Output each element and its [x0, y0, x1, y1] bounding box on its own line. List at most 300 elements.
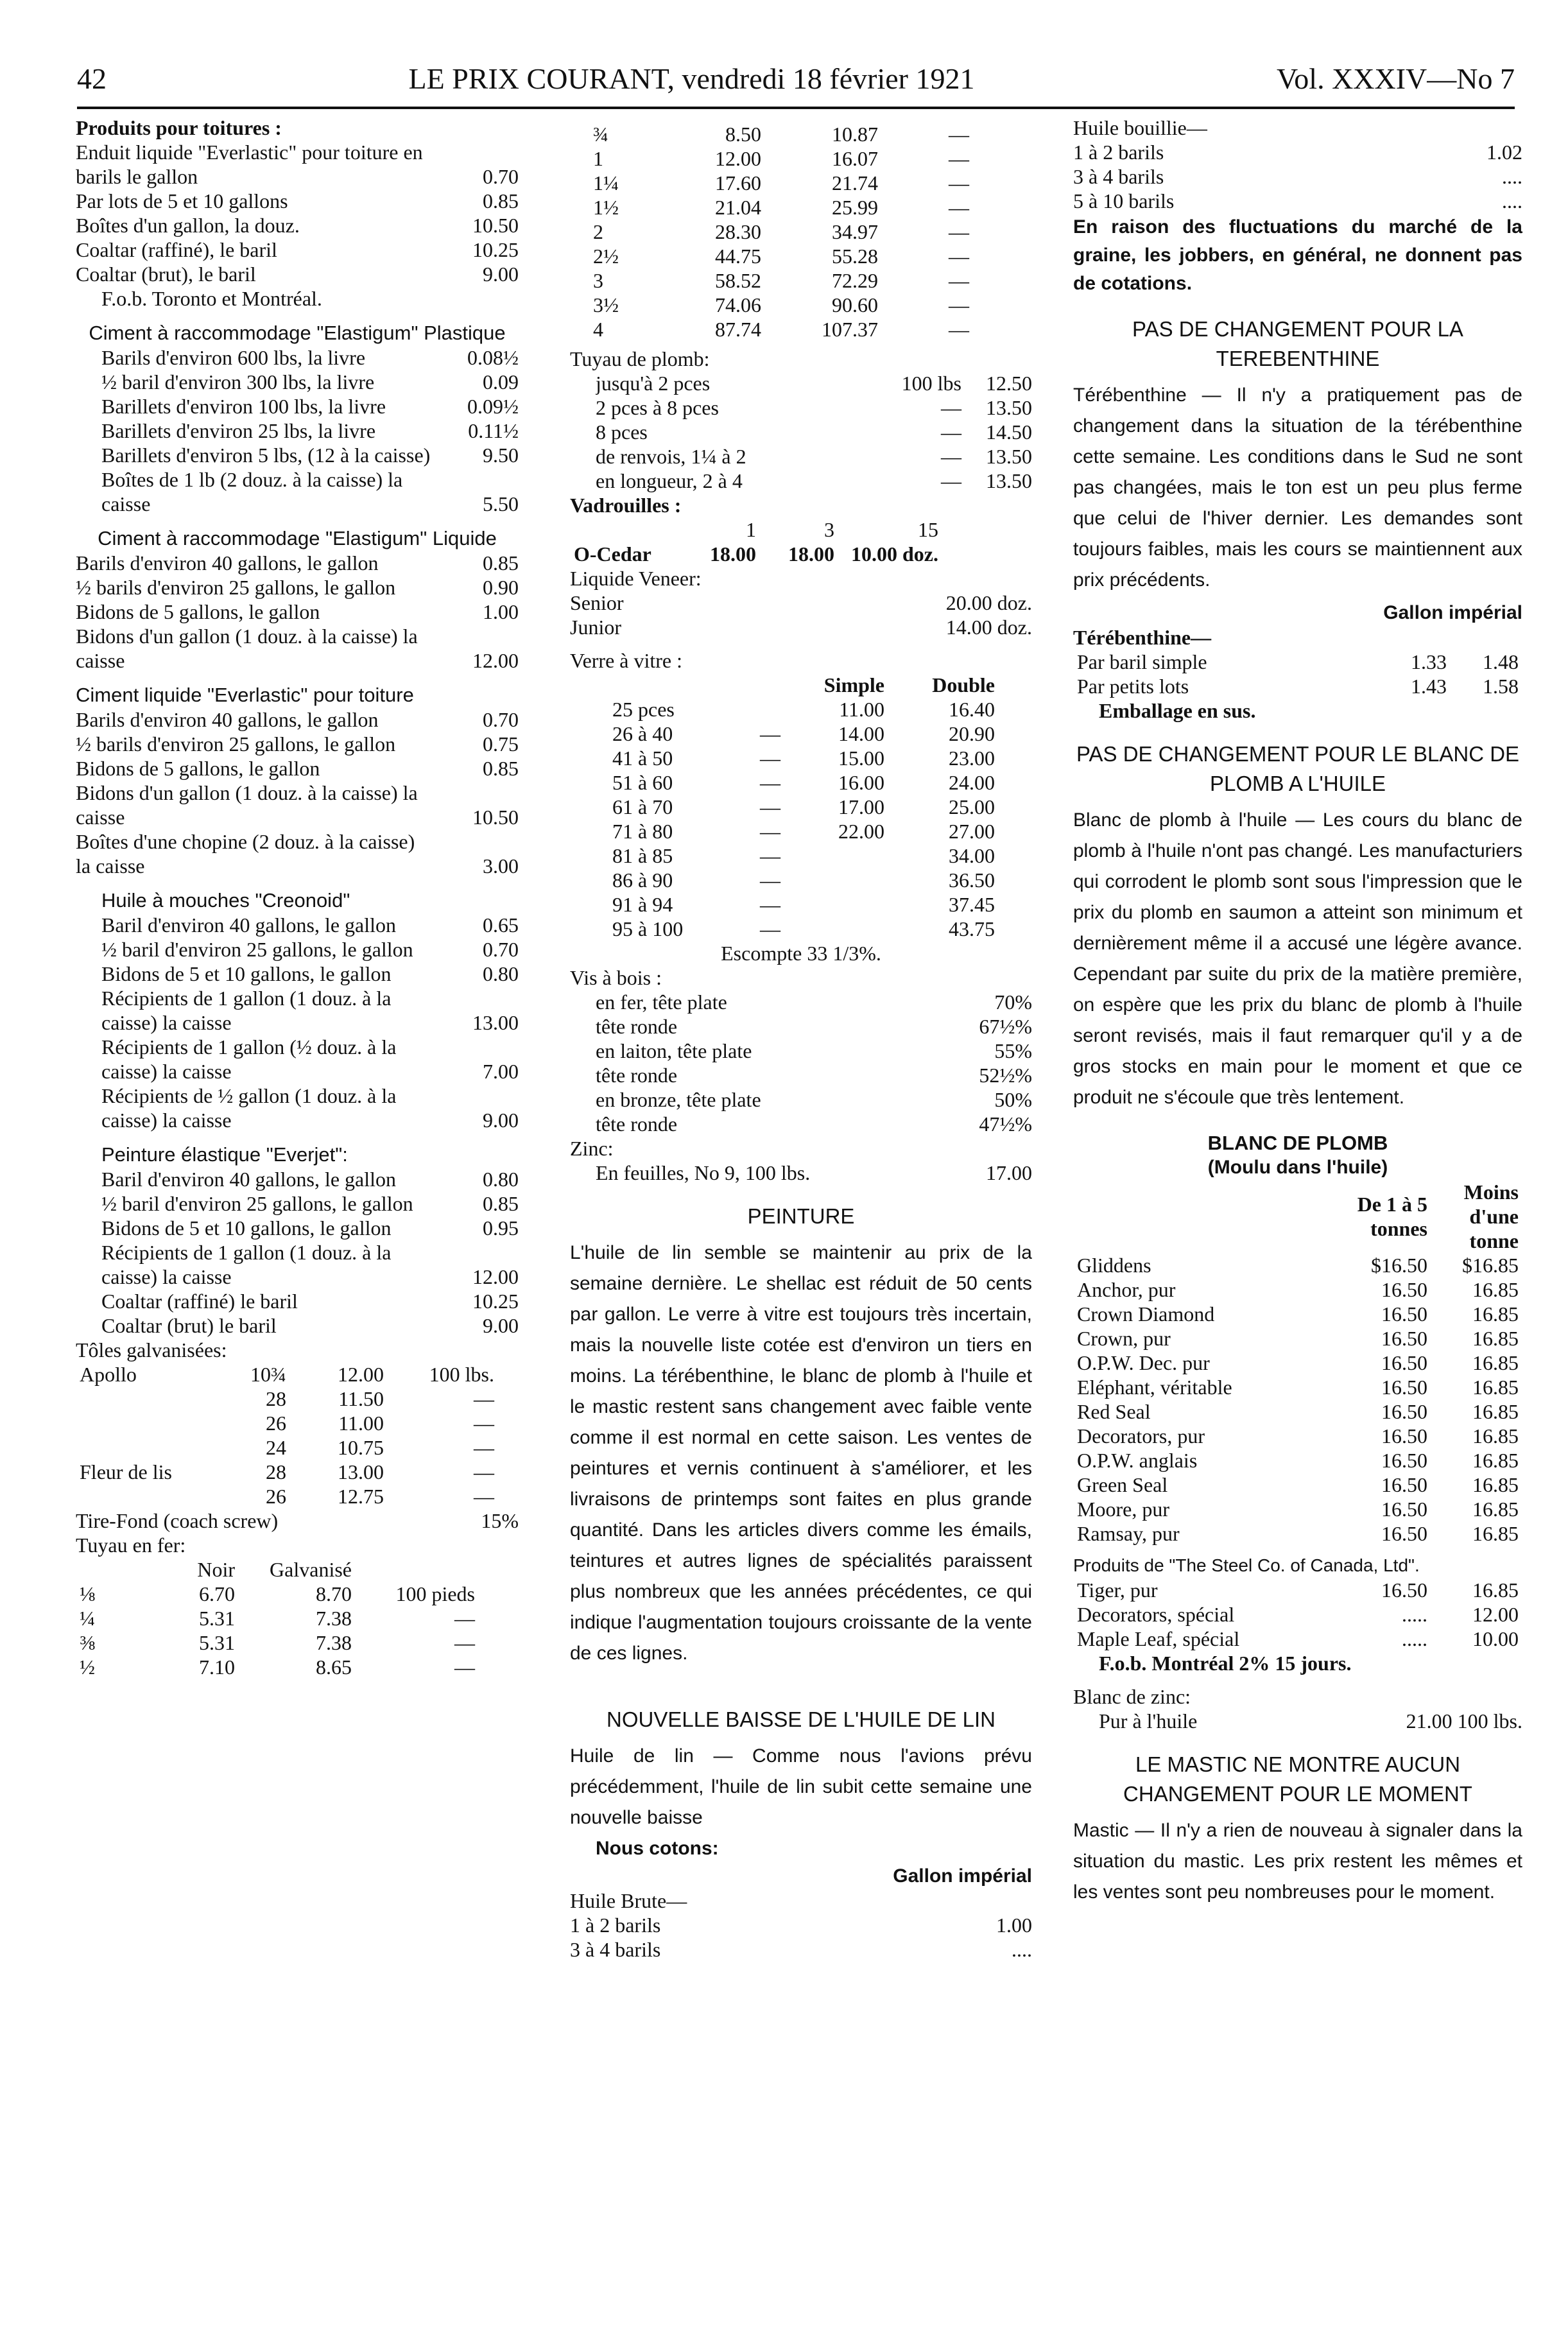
- table-row: [76, 1606, 479, 1630]
- table-cell: 16.50: [1381, 1351, 1427, 1374]
- section-heading: Ciment liquide "Everlastic" pour toiture: [76, 684, 414, 706]
- table-row: [589, 220, 973, 244]
- table-row: [608, 892, 999, 917]
- table-cell: 16.85: [1472, 1522, 1519, 1545]
- table-cell: O.P.W. anglais: [1077, 1449, 1198, 1472]
- table-cell: Par baril simple: [1077, 650, 1207, 673]
- price-list: [76, 913, 519, 1132]
- table-row: [589, 244, 973, 268]
- table-cell: 41 à 50: [612, 747, 673, 770]
- table-cell: 16.50: [1381, 1302, 1427, 1326]
- table-cell: Ramsay, pur: [1077, 1522, 1180, 1545]
- section-heading: Huile à mouches "Creonoid": [101, 889, 350, 912]
- item-price: 50%: [994, 1088, 1032, 1111]
- price-row: [76, 1289, 519, 1313]
- table-cell: [76, 1484, 225, 1508]
- price-row: [570, 1913, 1032, 1937]
- price-row: [76, 238, 519, 262]
- price-list: [76, 1167, 519, 1338]
- section-heading: Térébenthine—: [1073, 626, 1212, 649]
- journal-title: LE PRIX COURANT, vendredi 18 février 1921: [408, 62, 975, 95]
- item-label: Barils d'environ 40 gallons, le gallon: [76, 708, 379, 731]
- item-label: Barillets d'environ 5 lbs, (12 à la caisse): [101, 444, 431, 467]
- column-2: [570, 122, 1032, 1962]
- table-cell: 25.99: [832, 196, 878, 219]
- table-cell: —: [760, 795, 780, 818]
- item-price: 7.00: [483, 1060, 519, 1083]
- table-cell: 7.10: [199, 1655, 235, 1679]
- item-label: Junior: [570, 616, 621, 639]
- table-cell: 16.50: [1381, 1473, 1427, 1496]
- table-row: [608, 746, 999, 770]
- page-header: [77, 62, 1515, 109]
- item-label: Boîtes d'une chopine (2 douz. à la caisse) la caisse: [76, 830, 415, 877]
- table-row: [76, 1435, 498, 1460]
- table-cell: 5.31: [199, 1631, 235, 1654]
- table-cell: 7.38: [316, 1631, 352, 1654]
- article-title: PAS DE CHANGEMENT POUR LA TEREBENTHINE: [1132, 317, 1463, 370]
- table-cell: [784, 892, 888, 917]
- table-cell: 11.00: [839, 698, 884, 721]
- item-label: 1 à 2 barils: [1073, 141, 1164, 164]
- table-cell: 11.50: [338, 1387, 384, 1410]
- table-cell: 2½: [593, 245, 619, 268]
- table-cell: 1: [593, 147, 603, 170]
- table-cell: 61 à 70: [612, 795, 673, 818]
- table-cell: 16.50: [1381, 1449, 1427, 1472]
- item-prices: [865, 469, 1032, 493]
- price-row: [76, 1240, 519, 1289]
- price-list: [76, 707, 519, 878]
- table-row: [76, 1630, 479, 1655]
- table-cell: Tiger, pur: [1077, 1578, 1158, 1602]
- table-cell: 16.50: [1381, 1498, 1427, 1521]
- table-cell: Decorators, spécial: [1077, 1603, 1235, 1626]
- price-row: [570, 1039, 1032, 1063]
- table-cell: $16.50: [1371, 1254, 1427, 1277]
- table-cell: 43.75: [949, 917, 995, 940]
- table-cell: [76, 1387, 225, 1411]
- item-price: 13.50: [986, 469, 1032, 492]
- table-cell: ¾: [593, 123, 608, 146]
- item-price: 0.75: [483, 732, 519, 756]
- table-cell: —: [949, 123, 969, 146]
- item-label: ½ baril d'environ 300 lbs, la livre: [101, 370, 375, 393]
- table-cell: 14.00: [838, 722, 884, 745]
- price-row: [76, 913, 519, 937]
- item-label: Baril d'environ 40 gallons, le gallon: [101, 1168, 397, 1191]
- table-cell: 1¼: [593, 171, 619, 194]
- item-label: Bidons de 5 et 10 gallons, le gallon: [101, 962, 392, 985]
- item-label: Récipients de 1 gallon (1 douz. à la caisse) la caisse: [101, 1241, 392, 1288]
- table-cell: —: [949, 147, 969, 170]
- table-cell: 16.85: [1472, 1302, 1519, 1326]
- table-row: [608, 843, 999, 868]
- item-label: Barillets d'environ 100 lbs, la livre: [101, 395, 386, 418]
- item-label: Bidons d'un gallon (1 douz. à la caisse) la caisse: [76, 625, 418, 672]
- table-cell: —: [474, 1412, 494, 1435]
- item-price: 9.00: [483, 263, 519, 286]
- table-header: [76, 1557, 160, 1582]
- article-text: Mastic — Il n'y a rien de nouveau à signaler dans la situation du mastic. Les prix restent les mêmes et les ventes sont peu nombreuses pour le moment.: [1073, 1820, 1522, 1903]
- item-label: 8 pces: [596, 420, 648, 444]
- price-list: [570, 591, 1032, 639]
- article-title: PAS DE CHANGEMENT POUR LE BLANC DE PLOMB A L'HUILE: [1076, 742, 1520, 795]
- table-title: BLANC DE PLOMB: [1207, 1132, 1388, 1154]
- item-label: Récipients de 1 gallon (½ douz. à la caisse) la caisse: [101, 1035, 397, 1083]
- item-price: 67½%: [979, 1015, 1032, 1038]
- item-price: 0.95: [483, 1216, 519, 1240]
- item-price: 3.00: [483, 854, 519, 877]
- price-row: [76, 829, 519, 878]
- table-cell: 16.85: [1472, 1400, 1519, 1423]
- column-label: Gallon impérial: [1383, 602, 1522, 623]
- table-row: [608, 697, 999, 722]
- price-row: En feuilles, No 9, 100 lbs. 17.00: [596, 1161, 1032, 1184]
- item-price: 1.02: [1486, 141, 1522, 164]
- table-cell: 26: [266, 1485, 286, 1508]
- item-price: 12.50: [986, 372, 1032, 395]
- table-cell: Red Seal: [1077, 1400, 1151, 1423]
- table-header: [608, 673, 725, 697]
- table-cell: 16.50: [1381, 1522, 1427, 1545]
- table-cell: 107.37: [822, 318, 878, 341]
- column-label: Gallon impérial: [893, 1865, 1032, 1887]
- item-label: en fer, tête plate: [596, 990, 727, 1014]
- table-cell: 15.00: [838, 747, 884, 770]
- price-list: [1073, 140, 1522, 213]
- table-cell: 58.52: [715, 269, 761, 292]
- table-cell: 72.29: [832, 269, 878, 292]
- item-price: 0.09: [483, 370, 519, 393]
- steel-table: [1073, 1578, 1522, 1651]
- item-label: ½ barils d'environ 25 gallons, le gallon: [76, 576, 396, 599]
- table-cell: 91 à 94: [612, 893, 673, 916]
- price-list: [570, 371, 1032, 493]
- table-row: [1073, 1521, 1522, 1546]
- table-cell: ¼: [80, 1607, 95, 1630]
- table-cell: 4: [593, 318, 603, 341]
- item-price: 13.00: [472, 1011, 519, 1034]
- item-price: 0.70: [483, 708, 519, 731]
- table-cell: Green Seal: [1077, 1473, 1168, 1496]
- table-cell: 17.60: [715, 171, 761, 194]
- section-heading: Huile bouillie—: [1073, 116, 1207, 139]
- fob-note: F.o.b. Montréal 2% 15 jours.: [1099, 1652, 1352, 1675]
- price-list: [570, 1913, 1032, 1962]
- table-cell: 1.33: [1411, 650, 1447, 673]
- table-cell: O.P.W. Dec. pur: [1077, 1351, 1210, 1374]
- table-cell: —: [949, 269, 969, 292]
- table-cell: 11.00: [338, 1412, 384, 1435]
- table-row: [76, 1460, 498, 1484]
- item-label: Bidons de 5 gallons, le gallon: [76, 600, 320, 623]
- item-label: de renvois, 1¼ à 2: [596, 445, 746, 468]
- table-row: [608, 819, 999, 843]
- section-heading: Liquide Veneer:: [570, 567, 702, 590]
- article-text: Térébenthine — Il n'y a pratiquement pas de changement dans la situation de la térébenthine cette semaine. Les conditions dans le Sud ne sont pas changées, mais le ton est un peu plus ferme que celui de l'hiver dernier. Les demandes sont toujours faibles, mais les cours se maintiennent aux prix précédents.: [1073, 385, 1522, 591]
- item-label: ½ barils d'environ 25 gallons, le gallon: [76, 732, 396, 756]
- table-cell: —: [454, 1655, 475, 1679]
- table-row: [76, 1362, 498, 1387]
- section-heading: Huile Brute—: [570, 1889, 687, 1912]
- table-row: [76, 1557, 479, 1582]
- table-row: [608, 722, 999, 746]
- table-cell: 12.00: [338, 1363, 384, 1386]
- price-row: [76, 756, 519, 781]
- price-list: [76, 345, 519, 516]
- price-row: [76, 986, 519, 1035]
- item-price: 0.90: [483, 576, 519, 599]
- table-cell: 12.00: [715, 147, 761, 170]
- price-row: [76, 262, 519, 286]
- table-row: [76, 1484, 498, 1508]
- item-label: 3 à 4 barils: [570, 1938, 661, 1961]
- table-cell: Crown, pur: [1077, 1327, 1171, 1350]
- table-cell: 16.85: [1472, 1449, 1519, 1472]
- item-price: 0.85: [483, 551, 519, 575]
- column-1: [76, 116, 519, 1679]
- table-cell: —: [760, 747, 780, 770]
- table-row: [589, 122, 973, 146]
- table-row: [589, 293, 973, 317]
- table-row: [1073, 1326, 1522, 1351]
- item-label: Barils d'environ 600 lbs, la livre: [101, 346, 366, 369]
- section-heading: Vadrouilles :: [570, 494, 682, 517]
- table-cell: 16.85: [1472, 1278, 1519, 1301]
- table-cell: —: [949, 196, 969, 219]
- table-header: [356, 1557, 479, 1582]
- section-heading: Peinture élastique "Everjet":: [101, 1143, 348, 1166]
- price-row: [570, 1087, 1032, 1112]
- price-row: [76, 624, 519, 673]
- table-cell: —: [760, 893, 780, 916]
- table-cell: —: [949, 318, 969, 341]
- section-heading: Produits pour toitures :: [76, 116, 282, 139]
- table-cell: 12.75: [338, 1485, 384, 1508]
- item-unit: —: [941, 396, 961, 419]
- table-cell: Gliddens: [1077, 1254, 1151, 1277]
- item-label: Bidons d'un gallon (1 douz. à la caisse) la caisse: [76, 781, 418, 829]
- table-cell: [725, 697, 784, 722]
- table-row: [589, 171, 973, 195]
- price-row: [76, 1035, 519, 1084]
- item-price: 10.25: [472, 1290, 519, 1313]
- price-row: [76, 732, 519, 756]
- tereb-table: [1073, 650, 1522, 698]
- price-row: [570, 371, 1032, 395]
- item-price: 0.11½: [468, 419, 519, 442]
- column-3: [1073, 116, 1522, 1908]
- table-cell: 81 à 85: [612, 844, 673, 867]
- table-row: [1073, 1448, 1522, 1473]
- table-cell: 34.97: [832, 220, 878, 243]
- price-row: [570, 395, 1032, 420]
- section-heading: Vis à bois :: [570, 966, 662, 989]
- item-label: 3 à 4 barils: [1073, 165, 1164, 188]
- item-prices: [865, 444, 1032, 469]
- table-cell: [784, 843, 888, 868]
- verre-table: [608, 673, 999, 941]
- item-label: Récipients de 1 gallon (1 douz. à la caisse) la caisse: [101, 987, 392, 1034]
- table-row: [1073, 650, 1522, 674]
- table-cell: 16.40: [949, 698, 995, 721]
- blanc-de-plomb-table: De 1 à 5 tonnes Moins d'une tonne Gliddens $16.50 $16.85 Anchor, pur 16.50 16.85 Crown Diamond 16.50 16.85 Crown, pur 16.50 16.85 O.P.W. Dec. pur 16.50 16.85 Eléphant, véritable 16.50 16.85 Red Seal 16.50 16.85 Decorators, pur 16.50 16.85 O.P.W. anglais 16.50 16.85 Green Seal 16.50 16.85 Moore, pur 16.50 16.85 Ramsay, pur 16.50 16.85: [1073, 1180, 1522, 1546]
- table-cell: 28: [266, 1387, 286, 1410]
- item-unit: —: [941, 420, 961, 444]
- table-row: [1073, 1627, 1522, 1651]
- price-row: [76, 370, 519, 394]
- price-row: [76, 1191, 519, 1216]
- item-label: Récipients de ½ gallon (1 douz. à la caisse) la caisse: [101, 1084, 397, 1132]
- item-price: ....: [1012, 1938, 1032, 1961]
- table-row: [608, 770, 999, 795]
- item-label: ½ baril d'environ 25 gallons, le gallon: [101, 1192, 413, 1215]
- price-row: [76, 394, 519, 419]
- price-row: [1073, 140, 1522, 164]
- item-label: Barillets d'environ 25 lbs, la livre: [101, 419, 376, 442]
- item-prices: [865, 395, 1032, 420]
- table-cell: Fleur de lis: [80, 1460, 172, 1483]
- table-header: Galvanisé: [270, 1558, 352, 1581]
- item-price: 0.65: [483, 913, 519, 937]
- table-cell: 1.43: [1411, 675, 1447, 698]
- table-cell: 17.00: [838, 795, 884, 818]
- price-row: [76, 189, 519, 213]
- price-row: [570, 615, 1032, 639]
- table-row: [1073, 1302, 1522, 1326]
- table-cell: 16.50: [1381, 1327, 1427, 1350]
- table-cell: 86 à 90: [612, 869, 673, 892]
- table-cell: 16.50: [1381, 1400, 1427, 1423]
- table-cell: —: [949, 220, 969, 243]
- toles-table: [76, 1362, 498, 1508]
- item-prices: [865, 371, 1032, 395]
- table-row: [76, 1411, 498, 1435]
- table-cell: —: [760, 722, 780, 745]
- item-price: 20.00 doz.: [945, 591, 1032, 614]
- item-price: 10.50: [472, 806, 519, 829]
- price-row: [76, 937, 519, 962]
- item-label: 5 à 10 barils: [1073, 189, 1175, 212]
- item-label: 2 pces à 8 pces: [596, 396, 719, 419]
- table-cell: 95 à 100: [612, 917, 684, 940]
- table-header: Noir: [197, 1558, 235, 1581]
- note-text: Emballage en sus.: [1099, 699, 1256, 722]
- item-unit: 100 lbs: [901, 372, 961, 395]
- article-text: Blanc de plomb à l'huile — Les cours du blanc de plomb à l'huile n'ont pas changé. Les manufacturiers qui corrodent le plomb sont sous l'impression que le prix du plomb en saumon a atteint son minimum et dernièrement même il a accusé une légère avance. Cependant par suite du prix de la matière première, on espère que les prix du blanc de plomb à l'huile seront revisés, mais il faut remarquer qu'il y a de gros stocks en main pour le moment et que ce produit ne s'écoule que très lentement.: [1073, 809, 1522, 1108]
- table-cell: —: [474, 1485, 494, 1508]
- article-text: L'huile de lin semble se maintenir au prix de la semaine dernière. Le shellac est réduit de 50 cents par gallon. Le verre à vitre est toujours très incertain, mais la nouvelle liste cotée est d'environ un tiers en moins. La térébenthine, le blanc de plomb à l'huile et le mastic restent sans changement avec faible vente comme il est normal en cette saison. Les ventes de peintures et vernis continuent à s'améliorer, et les livraisons de printemps sont faites en plus grande quantité. Dans les articles divers comme les émails, teintures et autres lignes de spécialités paraissent plus nombreux que les années précédentes, ce qui indique l'augmentation toujours croissante de la vente de ces lignes.: [570, 1242, 1032, 1664]
- table-cell: 100 lbs.: [429, 1363, 494, 1386]
- table-cell: [784, 868, 888, 892]
- table-cell: 8.65: [316, 1655, 352, 1679]
- table-cell: 21.74: [832, 171, 878, 194]
- table-row: [76, 1387, 498, 1411]
- table-cell: 16.50: [1381, 1578, 1427, 1602]
- item-label: Bidons de 5 gallons, le gallon: [76, 757, 320, 780]
- table-cell: 74.06: [715, 293, 761, 316]
- table-subtitle: Produits de "The Steel Co. of Canada, Ltd".: [1073, 1555, 1420, 1575]
- table-row: [589, 195, 973, 220]
- section-heading: Ciment à raccommodage "Elastigum" Liquide: [98, 527, 497, 549]
- table-cell: 16.85: [1472, 1327, 1519, 1350]
- table-cell: 90.60: [832, 293, 878, 316]
- table-row: [608, 868, 999, 892]
- table-cell: 3½: [593, 293, 619, 316]
- item-price: 0.80: [483, 1168, 519, 1191]
- table-row: [608, 673, 999, 697]
- price-row: [76, 781, 519, 829]
- table-cell: 12.00: [1472, 1603, 1519, 1626]
- item-unit: —: [941, 469, 961, 492]
- table-header: [725, 673, 784, 697]
- price-row: [1073, 189, 1522, 213]
- article-title: LE MASTIC NE MONTRE AUCUN CHANGEMENT POUR LE MOMENT: [1123, 1752, 1472, 1806]
- page-number: 42: [77, 62, 107, 95]
- section-heading: Ciment à raccommodage "Elastigum" Plastique: [89, 322, 506, 344]
- table-cell: 71 à 80: [612, 820, 673, 843]
- item-label: Par lots de 5 et 10 gallons: [76, 189, 288, 212]
- table-cell: Eléphant, véritable: [1077, 1376, 1232, 1399]
- table-cell: Moore, pur: [1077, 1498, 1169, 1521]
- item-price: 0.85: [483, 757, 519, 780]
- table-cell: ⅜: [80, 1631, 95, 1654]
- price-row: [1073, 164, 1522, 189]
- table-row: [1073, 1602, 1522, 1627]
- item-price: 47½%: [979, 1112, 1032, 1136]
- item-price: 10.25: [472, 238, 519, 261]
- section-heading: Tôles galvanisées:: [76, 1338, 227, 1361]
- table-cell: 25.00: [949, 795, 995, 818]
- table-row: [589, 268, 973, 293]
- price-row: [570, 469, 1032, 493]
- price-row: [76, 551, 519, 575]
- table-cell: 1.48: [1483, 650, 1519, 673]
- table-cell: Maple Leaf, spécial: [1077, 1627, 1240, 1650]
- table-cell: 24.00: [949, 771, 995, 794]
- table-cell: ½: [80, 1655, 95, 1679]
- section-heading: Tuyau en fer:: [76, 1534, 186, 1557]
- table-cell: 23.00: [949, 747, 995, 770]
- table-cell: 28.30: [715, 220, 761, 243]
- item-label: Barils d'environ 40 gallons, le gallon: [76, 551, 379, 575]
- price-row: [76, 1084, 519, 1132]
- item-price: 9.50: [483, 444, 519, 467]
- price-row: Tire-Fond (coach screw) 15%: [76, 1509, 519, 1532]
- table-cell: 24: [266, 1436, 286, 1459]
- table-row: [1073, 1424, 1522, 1448]
- table-cell: 16.50: [1381, 1376, 1427, 1399]
- table-cell: —: [474, 1436, 494, 1459]
- item-price: 1.00: [996, 1914, 1032, 1937]
- item-label: Coaltar (brut) le baril: [101, 1314, 277, 1337]
- table-cell: —: [760, 869, 780, 892]
- price-row: [570, 420, 1032, 444]
- table-cell: 16.85: [1472, 1473, 1519, 1496]
- table-row: [1073, 1497, 1522, 1521]
- table-cell: Decorators, pur: [1077, 1424, 1205, 1448]
- table-row: [608, 795, 999, 819]
- item-price: 70%: [994, 990, 1032, 1014]
- table-cell: 22.00: [838, 820, 884, 843]
- price-row: [570, 1112, 1032, 1136]
- table-cell: 16.50: [1381, 1424, 1427, 1448]
- price-row: [76, 1313, 519, 1338]
- table-cell: 7.38: [316, 1607, 352, 1630]
- table-cell: [784, 917, 888, 941]
- item-price: 12.00: [472, 1265, 519, 1288]
